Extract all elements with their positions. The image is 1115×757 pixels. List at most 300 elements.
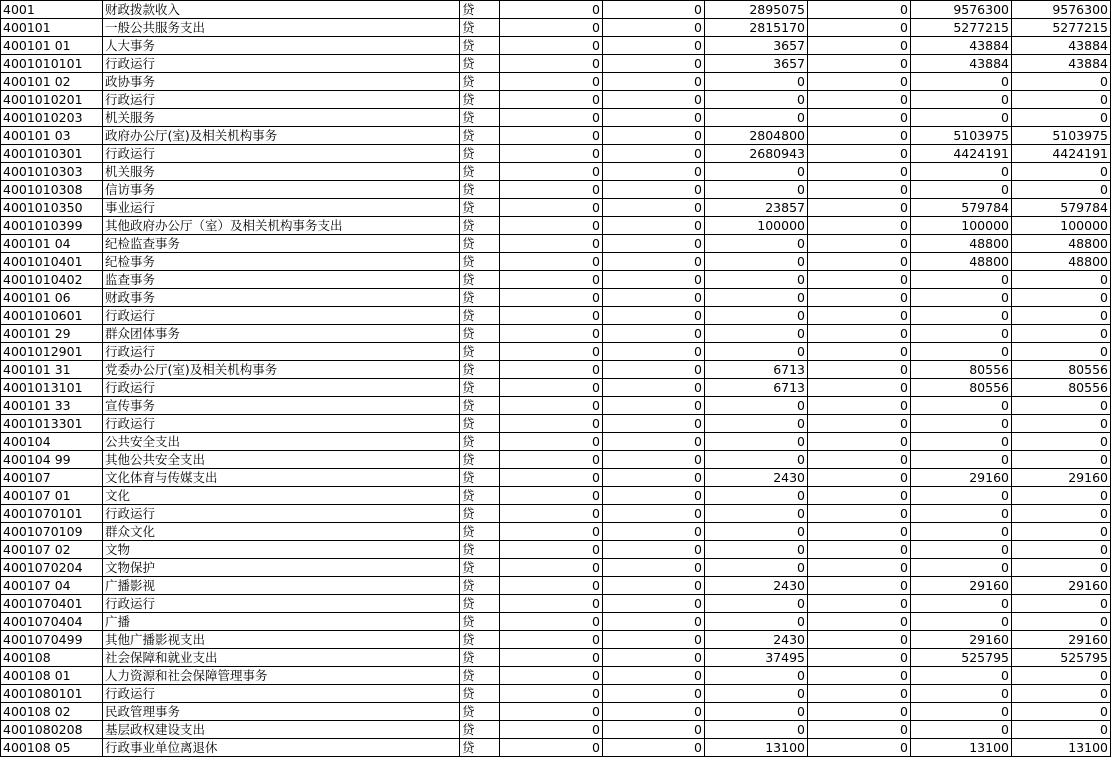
amount-6-cell[interactable]: 5103975 xyxy=(1012,127,1111,145)
amount-2-cell[interactable]: 0 xyxy=(603,181,705,199)
amount-1-cell[interactable]: 0 xyxy=(500,217,603,235)
direction-cell[interactable]: 贷 xyxy=(460,145,500,163)
amount-3-cell[interactable]: 0 xyxy=(705,541,808,559)
amount-1-cell[interactable]: 0 xyxy=(500,145,603,163)
account-name-cell[interactable]: 文物 xyxy=(103,541,460,559)
amount-4-cell[interactable]: 0 xyxy=(808,415,911,433)
account-code-cell[interactable]: 400108 01 xyxy=(1,667,103,685)
account-name-cell[interactable]: 行政运行 xyxy=(103,595,460,613)
amount-3-cell[interactable]: 0 xyxy=(705,487,808,505)
amount-4-cell[interactable]: 0 xyxy=(808,469,911,487)
account-code-cell[interactable]: 400101 29 xyxy=(1,325,103,343)
amount-4-cell[interactable]: 0 xyxy=(808,613,911,631)
amount-5-cell[interactable]: 0 xyxy=(911,451,1012,469)
amount-2-cell[interactable]: 0 xyxy=(603,631,705,649)
amount-6-cell[interactable]: 5277215 xyxy=(1012,19,1111,37)
amount-3-cell[interactable]: 2430 xyxy=(705,577,808,595)
account-name-cell[interactable]: 行政运行 xyxy=(103,307,460,325)
direction-cell[interactable]: 贷 xyxy=(460,217,500,235)
direction-cell[interactable]: 贷 xyxy=(460,577,500,595)
account-code-cell[interactable]: 4001010402 xyxy=(1,271,103,289)
amount-3-cell[interactable]: 100000 xyxy=(705,217,808,235)
amount-4-cell[interactable]: 0 xyxy=(808,91,911,109)
amount-6-cell[interactable]: 0 xyxy=(1012,505,1111,523)
direction-cell[interactable]: 贷 xyxy=(460,325,500,343)
amount-5-cell[interactable]: 0 xyxy=(911,703,1012,721)
amount-5-cell[interactable]: 0 xyxy=(911,487,1012,505)
amount-6-cell[interactable]: 0 xyxy=(1012,595,1111,613)
account-name-cell[interactable]: 行政运行 xyxy=(103,685,460,703)
amount-6-cell[interactable]: 0 xyxy=(1012,343,1111,361)
amount-4-cell[interactable]: 0 xyxy=(808,739,911,757)
amount-1-cell[interactable]: 0 xyxy=(500,685,603,703)
amount-4-cell[interactable]: 0 xyxy=(808,55,911,73)
account-name-cell[interactable]: 行政运行 xyxy=(103,145,460,163)
amount-4-cell[interactable]: 0 xyxy=(808,217,911,235)
direction-cell[interactable]: 贷 xyxy=(460,667,500,685)
amount-2-cell[interactable]: 0 xyxy=(603,163,705,181)
account-code-cell[interactable]: 4001012901 xyxy=(1,343,103,361)
amount-4-cell[interactable]: 0 xyxy=(808,595,911,613)
amount-3-cell[interactable]: 2430 xyxy=(705,469,808,487)
direction-cell[interactable]: 贷 xyxy=(460,271,500,289)
account-code-cell[interactable]: 4001010399 xyxy=(1,217,103,235)
account-name-cell[interactable]: 人大事务 xyxy=(103,37,460,55)
account-code-cell[interactable]: 400104 99 xyxy=(1,451,103,469)
amount-3-cell[interactable]: 0 xyxy=(705,451,808,469)
amount-3-cell[interactable]: 3657 xyxy=(705,55,808,73)
amount-5-cell[interactable]: 29160 xyxy=(911,469,1012,487)
account-name-cell[interactable]: 宣传事务 xyxy=(103,397,460,415)
amount-6-cell[interactable]: 0 xyxy=(1012,613,1111,631)
amount-3-cell[interactable]: 0 xyxy=(705,667,808,685)
amount-2-cell[interactable]: 0 xyxy=(603,253,705,271)
amount-5-cell[interactable]: 29160 xyxy=(911,631,1012,649)
amount-4-cell[interactable]: 0 xyxy=(808,433,911,451)
account-name-cell[interactable]: 机关服务 xyxy=(103,109,460,127)
amount-5-cell[interactable]: 0 xyxy=(911,271,1012,289)
amount-2-cell[interactable]: 0 xyxy=(603,19,705,37)
direction-cell[interactable]: 贷 xyxy=(460,487,500,505)
amount-2-cell[interactable]: 0 xyxy=(603,505,705,523)
amount-1-cell[interactable]: 0 xyxy=(500,199,603,217)
amount-6-cell[interactable]: 0 xyxy=(1012,91,1111,109)
amount-5-cell[interactable]: 0 xyxy=(911,505,1012,523)
account-name-cell[interactable]: 行政运行 xyxy=(103,55,460,73)
amount-5-cell[interactable]: 0 xyxy=(911,397,1012,415)
direction-cell[interactable]: 贷 xyxy=(460,469,500,487)
amount-3-cell[interactable]: 0 xyxy=(705,613,808,631)
direction-cell[interactable]: 贷 xyxy=(460,433,500,451)
amount-2-cell[interactable]: 0 xyxy=(603,559,705,577)
direction-cell[interactable]: 贷 xyxy=(460,1,500,19)
direction-cell[interactable]: 贷 xyxy=(460,127,500,145)
account-code-cell[interactable]: 400107 02 xyxy=(1,541,103,559)
amount-1-cell[interactable]: 0 xyxy=(500,613,603,631)
direction-cell[interactable]: 贷 xyxy=(460,703,500,721)
amount-1-cell[interactable]: 0 xyxy=(500,73,603,91)
direction-cell[interactable]: 贷 xyxy=(460,19,500,37)
amount-1-cell[interactable]: 0 xyxy=(500,325,603,343)
account-name-cell[interactable]: 民政管理事务 xyxy=(103,703,460,721)
direction-cell[interactable]: 贷 xyxy=(460,685,500,703)
direction-cell[interactable]: 贷 xyxy=(460,739,500,757)
amount-6-cell[interactable]: 80556 xyxy=(1012,361,1111,379)
amount-3-cell[interactable]: 0 xyxy=(705,163,808,181)
amount-6-cell[interactable]: 0 xyxy=(1012,109,1111,127)
amount-5-cell[interactable]: 43884 xyxy=(911,37,1012,55)
direction-cell[interactable]: 贷 xyxy=(460,379,500,397)
amount-6-cell[interactable]: 48800 xyxy=(1012,253,1111,271)
amount-2-cell[interactable]: 0 xyxy=(603,127,705,145)
account-code-cell[interactable]: 400108 05 xyxy=(1,739,103,757)
direction-cell[interactable]: 贷 xyxy=(460,361,500,379)
amount-3-cell[interactable]: 37495 xyxy=(705,649,808,667)
amount-4-cell[interactable]: 0 xyxy=(808,361,911,379)
amount-1-cell[interactable]: 0 xyxy=(500,127,603,145)
amount-2-cell[interactable]: 0 xyxy=(603,469,705,487)
amount-6-cell[interactable]: 0 xyxy=(1012,163,1111,181)
account-name-cell[interactable]: 人力资源和社会保障管理事务 xyxy=(103,667,460,685)
direction-cell[interactable]: 贷 xyxy=(460,397,500,415)
amount-2-cell[interactable]: 0 xyxy=(603,235,705,253)
direction-cell[interactable]: 贷 xyxy=(460,73,500,91)
amount-2-cell[interactable]: 0 xyxy=(603,325,705,343)
amount-1-cell[interactable]: 0 xyxy=(500,541,603,559)
amount-4-cell[interactable]: 0 xyxy=(808,721,911,739)
amount-1-cell[interactable]: 0 xyxy=(500,451,603,469)
amount-4-cell[interactable]: 0 xyxy=(808,127,911,145)
amount-6-cell[interactable]: 0 xyxy=(1012,73,1111,91)
amount-5-cell[interactable]: 29160 xyxy=(911,577,1012,595)
amount-3-cell[interactable]: 0 xyxy=(705,523,808,541)
amount-4-cell[interactable]: 0 xyxy=(808,649,911,667)
account-code-cell[interactable]: 4001070404 xyxy=(1,613,103,631)
amount-2-cell[interactable]: 0 xyxy=(603,487,705,505)
amount-1-cell[interactable]: 0 xyxy=(500,523,603,541)
amount-3-cell[interactable]: 0 xyxy=(705,505,808,523)
amount-3-cell[interactable]: 0 xyxy=(705,289,808,307)
amount-3-cell[interactable]: 0 xyxy=(705,271,808,289)
amount-3-cell[interactable]: 2804800 xyxy=(705,127,808,145)
account-code-cell[interactable]: 4001010350 xyxy=(1,199,103,217)
amount-5-cell[interactable]: 5277215 xyxy=(911,19,1012,37)
direction-cell[interactable]: 贷 xyxy=(460,163,500,181)
amount-2-cell[interactable]: 0 xyxy=(603,595,705,613)
amount-2-cell[interactable]: 0 xyxy=(603,1,705,19)
amount-5-cell[interactable]: 0 xyxy=(911,163,1012,181)
account-name-cell[interactable]: 机关服务 xyxy=(103,163,460,181)
amount-6-cell[interactable]: 0 xyxy=(1012,433,1111,451)
account-name-cell[interactable]: 群众团体事务 xyxy=(103,325,460,343)
amount-6-cell[interactable]: 0 xyxy=(1012,415,1111,433)
amount-3-cell[interactable]: 0 xyxy=(705,595,808,613)
amount-5-cell[interactable]: 0 xyxy=(911,667,1012,685)
amount-3-cell[interactable]: 0 xyxy=(705,73,808,91)
amount-1-cell[interactable]: 0 xyxy=(500,55,603,73)
amount-2-cell[interactable]: 0 xyxy=(603,271,705,289)
amount-6-cell[interactable]: 0 xyxy=(1012,685,1111,703)
amount-5-cell[interactable]: 80556 xyxy=(911,361,1012,379)
amount-6-cell[interactable]: 9576300 xyxy=(1012,1,1111,19)
amount-3-cell[interactable]: 13100 xyxy=(705,739,808,757)
amount-2-cell[interactable]: 0 xyxy=(603,199,705,217)
account-name-cell[interactable]: 文化体育与传媒支出 xyxy=(103,469,460,487)
amount-5-cell[interactable]: 0 xyxy=(911,307,1012,325)
amount-6-cell[interactable]: 0 xyxy=(1012,487,1111,505)
amount-3-cell[interactable]: 0 xyxy=(705,397,808,415)
amount-5-cell[interactable]: 13100 xyxy=(911,739,1012,757)
amount-6-cell[interactable]: 13100 xyxy=(1012,739,1111,757)
direction-cell[interactable]: 贷 xyxy=(460,523,500,541)
amount-2-cell[interactable]: 0 xyxy=(603,541,705,559)
amount-3-cell[interactable]: 0 xyxy=(705,307,808,325)
amount-2-cell[interactable]: 0 xyxy=(603,433,705,451)
direction-cell[interactable]: 贷 xyxy=(460,559,500,577)
direction-cell[interactable]: 贷 xyxy=(460,613,500,631)
account-name-cell[interactable]: 公共安全支出 xyxy=(103,433,460,451)
account-code-cell[interactable]: 400101 06 xyxy=(1,289,103,307)
amount-2-cell[interactable]: 0 xyxy=(603,451,705,469)
account-code-cell[interactable]: 4001010401 xyxy=(1,253,103,271)
amount-1-cell[interactable]: 0 xyxy=(500,397,603,415)
amount-2-cell[interactable]: 0 xyxy=(603,55,705,73)
direction-cell[interactable]: 贷 xyxy=(460,451,500,469)
account-name-cell[interactable]: 文物保护 xyxy=(103,559,460,577)
amount-3-cell[interactable]: 0 xyxy=(705,685,808,703)
amount-1-cell[interactable]: 0 xyxy=(500,1,603,19)
amount-6-cell[interactable]: 0 xyxy=(1012,307,1111,325)
amount-4-cell[interactable]: 0 xyxy=(808,145,911,163)
amount-6-cell[interactable]: 579784 xyxy=(1012,199,1111,217)
account-code-cell[interactable]: 4001010308 xyxy=(1,181,103,199)
direction-cell[interactable]: 贷 xyxy=(460,253,500,271)
amount-4-cell[interactable]: 0 xyxy=(808,397,911,415)
amount-3-cell[interactable]: 6713 xyxy=(705,361,808,379)
direction-cell[interactable]: 贷 xyxy=(460,343,500,361)
amount-5-cell[interactable]: 0 xyxy=(911,325,1012,343)
amount-1-cell[interactable]: 0 xyxy=(500,91,603,109)
amount-4-cell[interactable]: 0 xyxy=(808,73,911,91)
amount-3-cell[interactable]: 23857 xyxy=(705,199,808,217)
amount-5-cell[interactable]: 0 xyxy=(911,289,1012,307)
account-code-cell[interactable]: 4001070499 xyxy=(1,631,103,649)
amount-2-cell[interactable]: 0 xyxy=(603,343,705,361)
account-name-cell[interactable]: 行政事业单位离退休 xyxy=(103,739,460,757)
amount-1-cell[interactable]: 0 xyxy=(500,577,603,595)
amount-1-cell[interactable]: 0 xyxy=(500,181,603,199)
account-code-cell[interactable]: 4001070109 xyxy=(1,523,103,541)
amount-6-cell[interactable]: 80556 xyxy=(1012,379,1111,397)
amount-6-cell[interactable]: 0 xyxy=(1012,451,1111,469)
amount-1-cell[interactable]: 0 xyxy=(500,343,603,361)
account-code-cell[interactable]: 4001013101 xyxy=(1,379,103,397)
account-code-cell[interactable]: 4001010203 xyxy=(1,109,103,127)
amount-1-cell[interactable]: 0 xyxy=(500,739,603,757)
amount-2-cell[interactable]: 0 xyxy=(603,91,705,109)
amount-6-cell[interactable]: 4424191 xyxy=(1012,145,1111,163)
account-code-cell[interactable]: 400104 xyxy=(1,433,103,451)
amount-5-cell[interactable]: 0 xyxy=(911,613,1012,631)
account-code-cell[interactable]: 4001010301 xyxy=(1,145,103,163)
amount-3-cell[interactable]: 0 xyxy=(705,253,808,271)
amount-2-cell[interactable]: 0 xyxy=(603,289,705,307)
amount-6-cell[interactable]: 0 xyxy=(1012,325,1111,343)
account-name-cell[interactable]: 党委办公厅(室)及相关机构事务 xyxy=(103,361,460,379)
amount-2-cell[interactable]: 0 xyxy=(603,37,705,55)
amount-5-cell[interactable]: 0 xyxy=(911,685,1012,703)
account-code-cell[interactable]: 4001080208 xyxy=(1,721,103,739)
amount-4-cell[interactable]: 0 xyxy=(808,541,911,559)
direction-cell[interactable]: 贷 xyxy=(460,649,500,667)
amount-5-cell[interactable]: 43884 xyxy=(911,55,1012,73)
amount-3-cell[interactable]: 2815170 xyxy=(705,19,808,37)
account-name-cell[interactable]: 一般公共服务支出 xyxy=(103,19,460,37)
amount-4-cell[interactable]: 0 xyxy=(808,289,911,307)
amount-2-cell[interactable]: 0 xyxy=(603,145,705,163)
amount-1-cell[interactable]: 0 xyxy=(500,379,603,397)
amount-4-cell[interactable]: 0 xyxy=(808,253,911,271)
direction-cell[interactable]: 贷 xyxy=(460,181,500,199)
amount-1-cell[interactable]: 0 xyxy=(500,289,603,307)
amount-6-cell[interactable]: 0 xyxy=(1012,397,1111,415)
amount-4-cell[interactable]: 0 xyxy=(808,343,911,361)
amount-2-cell[interactable]: 0 xyxy=(603,613,705,631)
amount-4-cell[interactable]: 0 xyxy=(808,271,911,289)
amount-2-cell[interactable]: 0 xyxy=(603,703,705,721)
amount-2-cell[interactable]: 0 xyxy=(603,361,705,379)
account-name-cell[interactable]: 纪检监查事务 xyxy=(103,235,460,253)
amount-2-cell[interactable]: 0 xyxy=(603,397,705,415)
amount-2-cell[interactable]: 0 xyxy=(603,667,705,685)
amount-4-cell[interactable]: 0 xyxy=(808,1,911,19)
amount-6-cell[interactable]: 0 xyxy=(1012,289,1111,307)
direction-cell[interactable]: 贷 xyxy=(460,55,500,73)
amount-1-cell[interactable]: 0 xyxy=(500,19,603,37)
amount-1-cell[interactable]: 0 xyxy=(500,559,603,577)
amount-5-cell[interactable]: 9576300 xyxy=(911,1,1012,19)
account-code-cell[interactable]: 400107 xyxy=(1,469,103,487)
account-name-cell[interactable]: 行政运行 xyxy=(103,505,460,523)
account-code-cell[interactable]: 400107 04 xyxy=(1,577,103,595)
account-name-cell[interactable]: 其他广播影视支出 xyxy=(103,631,460,649)
amount-1-cell[interactable]: 0 xyxy=(500,631,603,649)
amount-3-cell[interactable]: 0 xyxy=(705,343,808,361)
amount-6-cell[interactable]: 48800 xyxy=(1012,235,1111,253)
amount-5-cell[interactable]: 0 xyxy=(911,91,1012,109)
amount-3-cell[interactable]: 0 xyxy=(705,235,808,253)
amount-1-cell[interactable]: 0 xyxy=(500,721,603,739)
amount-1-cell[interactable]: 0 xyxy=(500,469,603,487)
amount-3-cell[interactable]: 3657 xyxy=(705,37,808,55)
amount-6-cell[interactable]: 29160 xyxy=(1012,631,1111,649)
amount-4-cell[interactable]: 0 xyxy=(808,325,911,343)
direction-cell[interactable]: 贷 xyxy=(460,415,500,433)
amount-1-cell[interactable]: 0 xyxy=(500,487,603,505)
direction-cell[interactable]: 贷 xyxy=(460,289,500,307)
amount-1-cell[interactable]: 0 xyxy=(500,163,603,181)
amount-1-cell[interactable]: 0 xyxy=(500,361,603,379)
amount-4-cell[interactable]: 0 xyxy=(808,505,911,523)
direction-cell[interactable]: 贷 xyxy=(460,631,500,649)
amount-6-cell[interactable]: 43884 xyxy=(1012,37,1111,55)
account-code-cell[interactable]: 400101 04 xyxy=(1,235,103,253)
amount-2-cell[interactable]: 0 xyxy=(603,109,705,127)
amount-5-cell[interactable]: 100000 xyxy=(911,217,1012,235)
account-name-cell[interactable]: 文化 xyxy=(103,487,460,505)
amount-2-cell[interactable]: 0 xyxy=(603,649,705,667)
amount-6-cell[interactable]: 0 xyxy=(1012,559,1111,577)
amount-5-cell[interactable]: 48800 xyxy=(911,235,1012,253)
direction-cell[interactable]: 贷 xyxy=(460,307,500,325)
amount-3-cell[interactable]: 0 xyxy=(705,703,808,721)
amount-1-cell[interactable]: 0 xyxy=(500,433,603,451)
account-code-cell[interactable]: 4001010201 xyxy=(1,91,103,109)
amount-1-cell[interactable]: 0 xyxy=(500,235,603,253)
amount-4-cell[interactable]: 0 xyxy=(808,559,911,577)
amount-6-cell[interactable]: 0 xyxy=(1012,523,1111,541)
account-code-cell[interactable]: 400101 xyxy=(1,19,103,37)
amount-6-cell[interactable]: 29160 xyxy=(1012,469,1111,487)
amount-5-cell[interactable]: 0 xyxy=(911,541,1012,559)
amount-4-cell[interactable]: 0 xyxy=(808,181,911,199)
direction-cell[interactable]: 贷 xyxy=(460,235,500,253)
account-name-cell[interactable]: 财政拨款收入 xyxy=(103,1,460,19)
direction-cell[interactable]: 贷 xyxy=(460,199,500,217)
amount-3-cell[interactable]: 2680943 xyxy=(705,145,808,163)
amount-3-cell[interactable]: 0 xyxy=(705,181,808,199)
account-code-cell[interactable]: 400101 01 xyxy=(1,37,103,55)
amount-5-cell[interactable]: 80556 xyxy=(911,379,1012,397)
account-name-cell[interactable]: 行政运行 xyxy=(103,91,460,109)
account-code-cell[interactable]: 400108 xyxy=(1,649,103,667)
amount-5-cell[interactable]: 5103975 xyxy=(911,127,1012,145)
account-name-cell[interactable]: 政府办公厅(室)及相关机构事务 xyxy=(103,127,460,145)
amount-1-cell[interactable]: 0 xyxy=(500,415,603,433)
account-name-cell[interactable]: 行政运行 xyxy=(103,343,460,361)
account-name-cell[interactable]: 行政运行 xyxy=(103,415,460,433)
amount-5-cell[interactable]: 0 xyxy=(911,721,1012,739)
amount-4-cell[interactable]: 0 xyxy=(808,577,911,595)
amount-1-cell[interactable]: 0 xyxy=(500,253,603,271)
amount-3-cell[interactable]: 6713 xyxy=(705,379,808,397)
amount-1-cell[interactable]: 0 xyxy=(500,703,603,721)
amount-5-cell[interactable]: 4424191 xyxy=(911,145,1012,163)
amount-5-cell[interactable]: 0 xyxy=(911,415,1012,433)
account-code-cell[interactable]: 4001010101 xyxy=(1,55,103,73)
amount-4-cell[interactable]: 0 xyxy=(808,685,911,703)
account-code-cell[interactable]: 400108 02 xyxy=(1,703,103,721)
direction-cell[interactable]: 贷 xyxy=(460,91,500,109)
amount-1-cell[interactable]: 0 xyxy=(500,37,603,55)
amount-6-cell[interactable]: 0 xyxy=(1012,181,1111,199)
amount-4-cell[interactable]: 0 xyxy=(808,163,911,181)
amount-4-cell[interactable]: 0 xyxy=(808,523,911,541)
amount-2-cell[interactable]: 0 xyxy=(603,415,705,433)
amount-4-cell[interactable]: 0 xyxy=(808,199,911,217)
account-name-cell[interactable]: 政协事务 xyxy=(103,73,460,91)
account-name-cell[interactable]: 财政事务 xyxy=(103,289,460,307)
amount-1-cell[interactable]: 0 xyxy=(500,109,603,127)
amount-6-cell[interactable]: 29160 xyxy=(1012,577,1111,595)
amount-5-cell[interactable]: 579784 xyxy=(911,199,1012,217)
amount-2-cell[interactable]: 0 xyxy=(603,685,705,703)
amount-5-cell[interactable]: 0 xyxy=(911,523,1012,541)
amount-6-cell[interactable]: 0 xyxy=(1012,667,1111,685)
amount-5-cell[interactable]: 0 xyxy=(911,109,1012,127)
account-name-cell[interactable]: 其他政府办公厅（室）及相关机构事务支出 xyxy=(103,217,460,235)
amount-2-cell[interactable]: 0 xyxy=(603,217,705,235)
